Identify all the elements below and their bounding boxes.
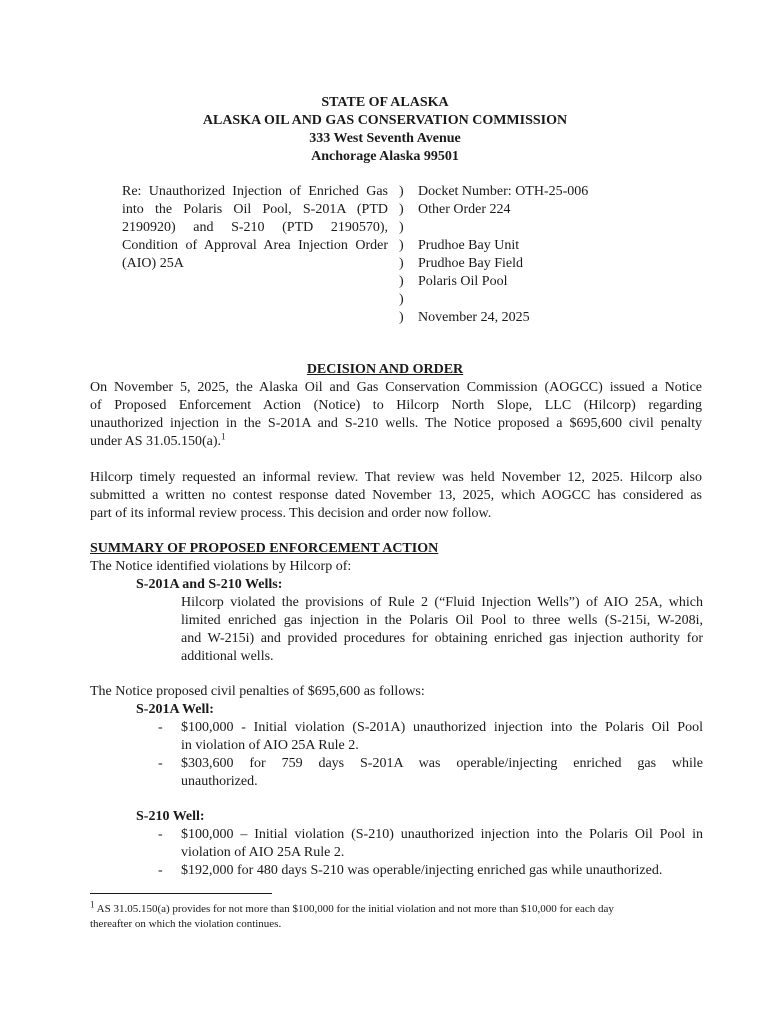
paragraph-line: unauthorized injection in the S-201A and S-210 wells. The Notice proposed a $695,600 civil penalty xyxy=(90,416,702,431)
list-bullet: - xyxy=(158,756,163,771)
caption-subject-line: into the Polaris Oil Pool, S-201A (PTD xyxy=(122,202,388,217)
header-commission: ALASKA OIL AND GAS CONSERVATION COMMISSION xyxy=(202,113,568,128)
paragraph-line xyxy=(90,433,702,451)
decision-title: DECISION AND ORDER xyxy=(306,362,464,377)
caption-paren: ) xyxy=(399,202,404,217)
summary-intro: The Notice identified violations by Hilcorp of: xyxy=(90,559,352,574)
footnote-mark: 1 xyxy=(90,899,95,910)
caption-paren: ) xyxy=(399,184,404,199)
pool-name: Polaris Oil Pool xyxy=(418,274,508,289)
caption-paren: ) xyxy=(399,256,404,271)
list-item-line: $100,000 – Initial violation (S-210) unauthorized injection into the Polaris Oil Pool in xyxy=(181,827,703,842)
order-date: November 24, 2025 xyxy=(418,310,530,325)
header-state: STATE OF ALASKA xyxy=(321,95,449,110)
paragraph-notice xyxy=(90,379,702,451)
list-item xyxy=(181,862,703,880)
header-street: 333 West Seventh Avenue xyxy=(309,131,461,146)
caption-paren: ) xyxy=(399,292,404,307)
list-item-line: violation of AIO 25A Rule 2. xyxy=(181,845,345,860)
caption-subject xyxy=(122,183,388,273)
list-item-line: unauthorized. xyxy=(181,774,258,789)
list-item-line: in violation of AIO 25A Rule 2. xyxy=(181,738,359,753)
caption-subject-line: Re: Unauthorized Injection of Enriched Gas xyxy=(122,184,388,199)
summary-title: SUMMARY OF PROPOSED ENFORCEMENT ACTION xyxy=(90,541,439,556)
s201a-heading: S-201A Well: xyxy=(136,702,214,717)
unit-name: Prudhoe Bay Unit xyxy=(418,238,520,253)
wells-heading: S-201A and S-210 Wells: xyxy=(136,577,283,592)
paragraph-review xyxy=(90,469,702,523)
list-bullet: - xyxy=(158,720,163,735)
caption-details xyxy=(418,183,718,327)
paragraph-line: On November 5, 2025, the Alaska Oil and Gas Conservation Commission (AOGCC) issued a Notice xyxy=(90,380,702,395)
caption-subject-line: (AIO) 25A xyxy=(122,256,184,271)
caption-subject-line: 2190920) and S-210 (PTD 2190570), xyxy=(122,220,388,235)
footnote-line xyxy=(90,899,700,917)
paragraph-line-text: under AS 31.05.150(a). xyxy=(90,434,222,449)
header-city: Anchorage Alaska 99501 xyxy=(311,149,459,164)
paragraph-line: part of its informal review process. This decision and order now follow. xyxy=(90,506,492,521)
caption-paren: ) xyxy=(399,310,404,325)
list-item xyxy=(181,719,703,755)
caption-paren: ) xyxy=(399,238,404,253)
footnote-line: thereafter on which the violation continues. xyxy=(90,918,282,930)
list-bullet: - xyxy=(158,863,163,878)
s210-heading: S-210 Well: xyxy=(136,809,205,824)
paragraph-line: additional wells. xyxy=(181,649,274,664)
paragraph-line: of Proposed Enforcement Action (Notice) to Hilcorp North Slope, LLC (Hilcorp) regarding xyxy=(90,398,702,413)
footnote-reference[interactable]: 1 xyxy=(221,431,226,442)
paragraph-line: and W-215i) and provided procedures for obtaining enriched gas injection authority for xyxy=(181,631,703,646)
paragraph-line: Hilcorp timely requested an informal review. That review was held November 12, 2025. Hilcorp also xyxy=(90,470,702,485)
list-item xyxy=(181,826,703,862)
docket-number: Docket Number: OTH-25-006 xyxy=(418,184,589,199)
list-bullet: - xyxy=(158,827,163,842)
caption-parentheses xyxy=(399,183,409,327)
letterhead xyxy=(0,94,770,166)
list-item-line: $192,000 for 480 days S-210 was operable/injecting enriched gas while unauthorized. xyxy=(181,863,663,878)
paragraph-line: Hilcorp violated the provisions of Rule 2 (“Fluid Injection Wells”) of AIO 25A, which xyxy=(181,595,703,610)
penalties-intro: The Notice proposed civil penalties of $695,600 as follows: xyxy=(90,684,425,699)
caption-paren: ) xyxy=(399,220,404,235)
footnote-divider xyxy=(90,893,272,894)
caption-paren: ) xyxy=(399,274,404,289)
list-item-line: $303,600 for 759 days S-201A was operable/injecting enriched gas while xyxy=(181,756,703,771)
field-name: Prudhoe Bay Field xyxy=(418,256,523,271)
paragraph-line: submitted a written no contest response dated November 13, 2025, which AOGCC has considered as xyxy=(90,488,702,503)
caption-subject-line: Condition of Approval Area Injection Order xyxy=(122,238,388,253)
paragraph-line: limited enriched gas injection in the Polaris Oil Pool to three wells (S-215i, W-208i, xyxy=(181,613,703,628)
other-order: Other Order 224 xyxy=(418,202,511,217)
footnote-text: AS 31.05.150(a) provides for not more than $100,000 for the initial violation and not more than $10,000 for each day xyxy=(94,903,614,915)
footnote xyxy=(90,899,700,932)
list-item-line: $100,000 - Initial violation (S-201A) unauthorized injection into the Polaris Oil Pool xyxy=(181,720,703,735)
violation-description xyxy=(181,594,703,666)
list-item xyxy=(181,755,703,791)
